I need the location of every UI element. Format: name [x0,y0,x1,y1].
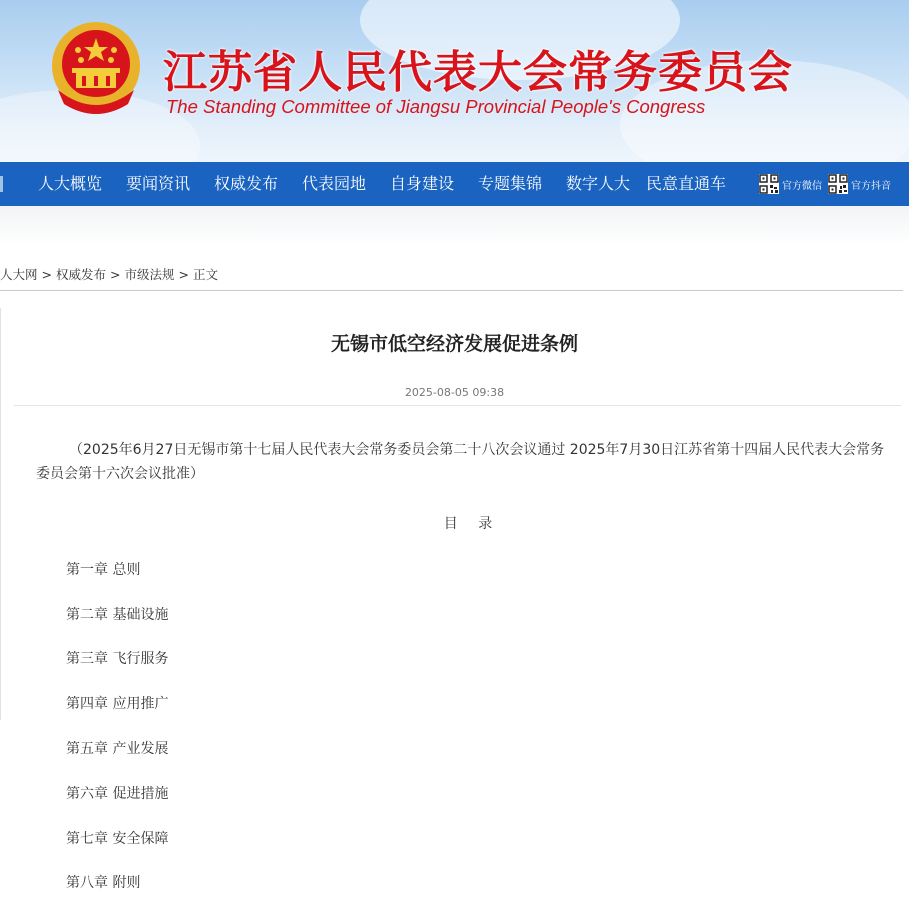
wechat-link[interactable] [759,174,822,194]
breadcrumb-separator: > [41,267,52,282]
article-title: 无锡市低空经济发展促进条例 [330,333,578,355]
nav-item-news[interactable]: 要闻资讯 [126,174,191,193]
toc-item: 第六章 促进措施 [66,786,169,802]
breadcrumb [0,265,218,283]
nav-item-self-build[interactable]: 自身建设 [390,174,455,193]
main-nav [0,162,909,206]
national-emblem-icon[interactable] [48,20,144,120]
article-intro: （2025年6月27日无锡市第十七届人民代表大会常务委员会第二十八次会议通过 2025年7月30日江苏省第十四届人民代表大会常务委员会第十六次会议批准） [36,442,885,482]
title-divider [14,405,901,406]
douyin-link[interactable] [828,174,891,194]
toc-item: 第四章 应用推广 [66,696,169,712]
breadcrumb-divider [0,290,903,291]
qr-code-icon [759,174,779,194]
nav-edge-divider [0,176,3,192]
breadcrumb-city-regulations[interactable]: 市级法规 [124,267,175,282]
article-date: 2025-08-05 09:38 [404,386,505,399]
site-title: 江苏省人民代表大会常务委员会 [163,47,793,98]
toc-item: 第一章 总则 [66,562,141,578]
toc-item: 第二章 基础设施 [66,607,169,623]
wechat-label: 官方微信 [782,180,822,192]
nav-item-topics[interactable]: 专题集锦 [478,174,543,193]
nav-shadow-band [0,206,909,246]
nav-item-overview[interactable]: 人大概览 [38,174,103,193]
toc-item: 第八章 附则 [66,875,141,891]
nav-item-public-opinion[interactable]: 民意直通车 [646,174,727,193]
nav-item-deputies[interactable]: 代表园地 [302,174,367,193]
douyin-label: 官方抖音 [851,180,891,192]
breadcrumb-home[interactable]: 人大网 [0,267,38,282]
breadcrumb-separator: > [178,267,189,282]
site-title-english: The Standing Committee of Jiangsu Provincial People's Congress [166,96,706,117]
breadcrumb-releases[interactable]: 权威发布 [56,267,107,282]
toc-item: 第五章 产业发展 [66,741,169,757]
nav-item-releases[interactable]: 权威发布 [214,174,279,193]
toc-title: 目 录 [443,516,501,532]
toc-item: 第七章 安全保障 [66,831,169,847]
qr-code-icon [828,174,848,194]
toc-item: 第三章 飞行服务 [66,651,169,667]
breadcrumb-current: 正文 [193,267,219,282]
nav-item-digital[interactable]: 数字人大 [566,174,631,193]
site-header [0,0,909,162]
breadcrumb-separator: > [110,267,121,282]
